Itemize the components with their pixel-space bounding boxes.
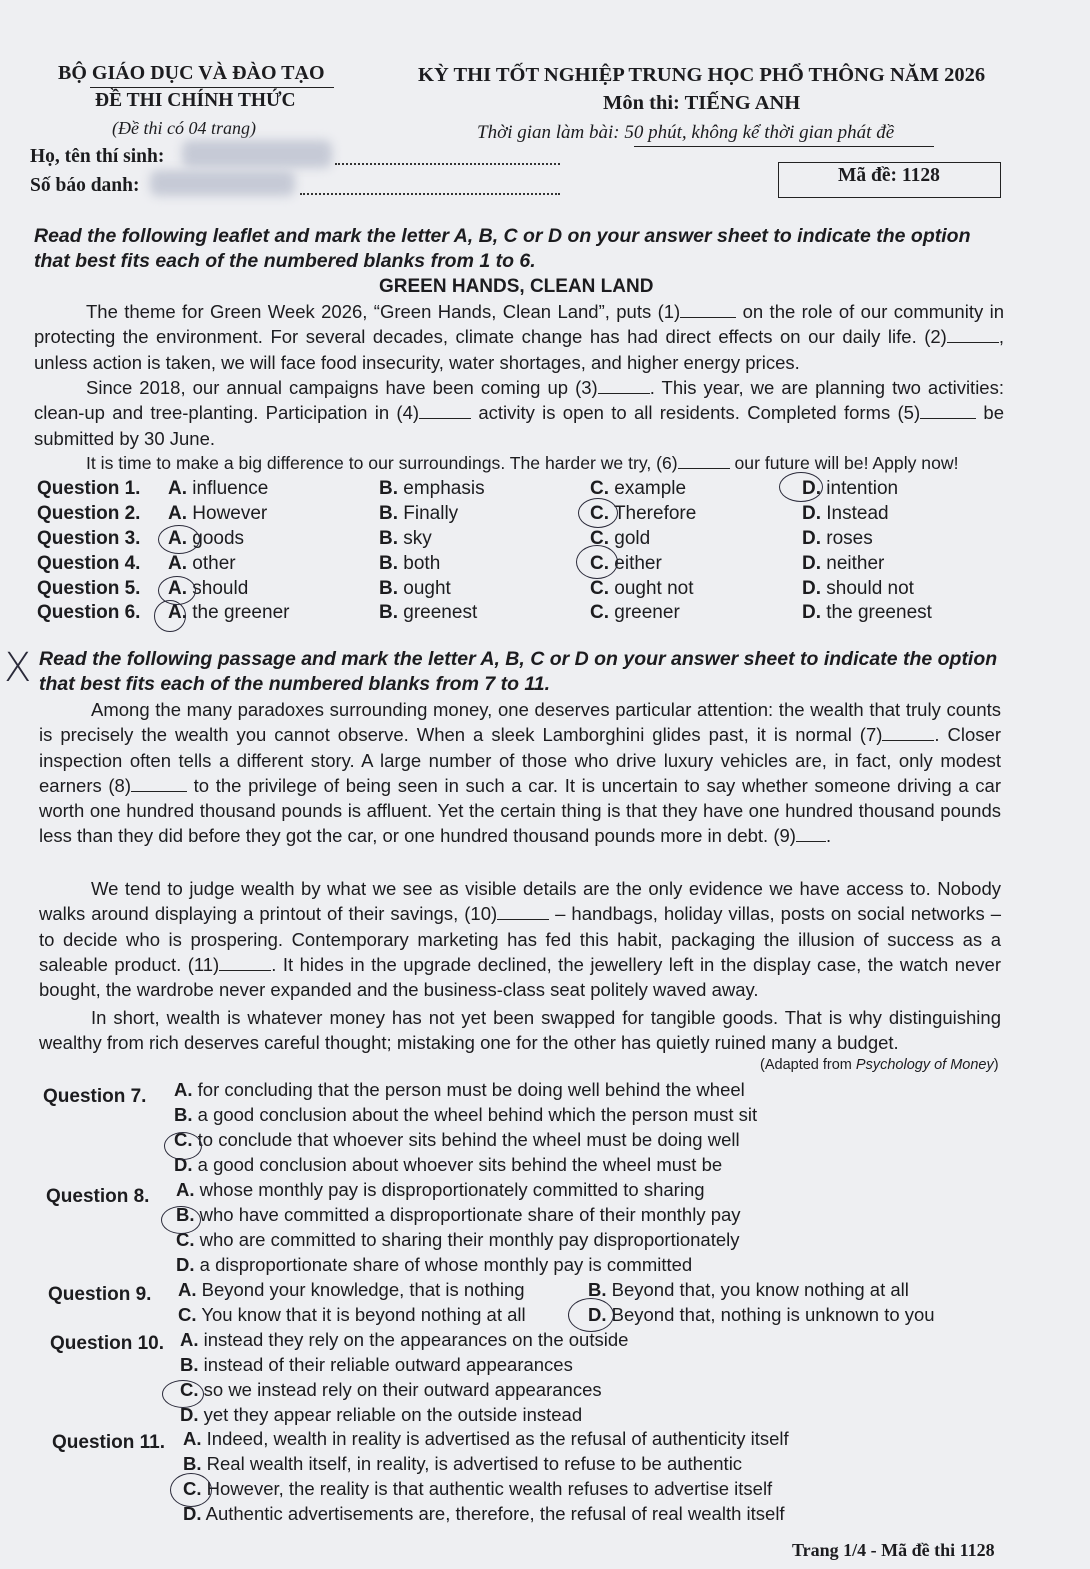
question-label: Question 2.	[37, 503, 141, 524]
section2-instruction: Read the following passage and mark the letter A, B, C or D on your answer sheet to indicate the option that best fits each of the numbered blanks from 7 to 11.	[39, 648, 998, 695]
answer-circle	[170, 1473, 212, 1507]
redacted-id	[150, 170, 295, 196]
option-a[interactable]: A. other	[168, 553, 236, 574]
option-d[interactable]: D. intention	[802, 478, 899, 499]
answer-circle	[568, 1298, 614, 1332]
question-row	[0, 553, 1090, 578]
answer-circle	[578, 498, 618, 528]
question-label: Question 4.	[37, 553, 141, 574]
option-c[interactable]: C. You know that it is beyond nothing at all	[178, 1304, 526, 1325]
text-segment: activity is open to all residents. Completed forms (5)	[471, 402, 921, 424]
question-label: Question 6.	[37, 602, 141, 623]
ministry-name: BỘ GIÁO DỤC VÀ ĐÀO TẠO	[58, 62, 325, 84]
exam-title: KỲ THI TỐT NGHIỆP TRUNG HỌC PHỔ THÔNG NĂM 2026	[418, 64, 986, 86]
text-segment: . This year, we are planning two activities: clean-up and tree-planting. Participation in (4)	[34, 377, 1004, 424]
text-segment: . Closer inspection often tells a different story. A large number of those who drive luxury vehicles are, in fact, only modest earners (8)	[39, 724, 1001, 796]
blank-11	[219, 956, 271, 971]
answer-circle	[162, 1380, 204, 1408]
option-c[interactable]: C. Therefore	[590, 503, 697, 524]
passage-source: (Adapted from Psychology of Money)	[760, 1057, 999, 1073]
option-d[interactable]: D. yet they appear reliable on the outside instead	[180, 1404, 583, 1425]
passage-paragraph-2	[39, 876, 1001, 1002]
option-d[interactable]: D. a disproportionate share of whose monthly pay is committed	[176, 1254, 693, 1275]
page-footer: Trang 1/4 - Mã đề thi 1128	[792, 1540, 995, 1560]
question-label: Question 9.	[48, 1284, 152, 1305]
answer-circle	[779, 472, 823, 502]
passage-paragraph-3: In short, wealth is whatever money has not yet been swapped for tangible goods. That is why distinguishing wealthy from rich deserves careful thought; mistaking one for the other has quietly ruined many a budget.	[39, 1007, 1001, 1054]
option-c[interactable]: C. greener	[590, 602, 680, 623]
time-underline	[634, 146, 934, 147]
option-a[interactable]: A. However	[168, 503, 268, 524]
option-d[interactable]: D. Instead	[802, 503, 889, 524]
option-b[interactable]: B. Beyond that, you know nothing at all	[588, 1279, 909, 1300]
text-segment: Among the many paradoxes surrounding money, one deserves particular attention: the wealth that truly counts is precisely the wealth you cannot observe. When a sleek Lamborghini glides past, it is normal (7)	[39, 699, 1001, 746]
blank-2	[947, 328, 999, 343]
blank-7	[882, 726, 934, 741]
leaflet-paragraph-1	[34, 299, 1004, 375]
text-segment: on the role of our community in protecting the environment. For several decades, climate change has had direct effects on our daily life. (2)	[34, 301, 1004, 348]
leaflet-paragraph-2	[34, 375, 1004, 451]
option-c[interactable]: C. example	[590, 478, 687, 499]
candidate-id-label: Số báo danh:	[30, 175, 140, 196]
option-a[interactable]: A. Beyond your knowledge, that is nothing	[178, 1279, 525, 1300]
text-segment: The theme for Green Week 2026, “Green Hands, Clean Land”, puts (1)	[86, 301, 681, 322]
question-label: Question 1.	[37, 478, 141, 499]
name-dotted-line	[335, 163, 560, 165]
option-b[interactable]: B. Finally	[379, 503, 459, 524]
option-d[interactable]: D. roses	[802, 528, 873, 549]
option-d[interactable]: D. Beyond that, nothing is unknown to you	[588, 1304, 935, 1325]
option-d[interactable]: D. a good conclusion about whoever sits behind the wheel must be	[174, 1154, 723, 1175]
text-segment: to the privilege of being seen in such a car. It is uncertain to say whether someone driving a car worth one hundred thousand pounds is affluent. Yet the certain thing is that they have one hundred thousand pounds less than they did before they got the car, or one hundred thousand pounds more in debt. (9)	[39, 774, 1001, 847]
option-c[interactable]: C. who are committed to sharing their monthly pay disproportionately	[176, 1229, 740, 1250]
answer-circle	[161, 1206, 201, 1234]
text-segment: We tend to judge wealth by what we see as visible details are the only evidence we have access to. Nobody walks around displaying a printout of their savings, (10)	[39, 878, 1001, 925]
option-c[interactable]: C. to conclude that whoever sits behind the wheel must be doing well	[174, 1129, 740, 1150]
ministry-underline	[90, 87, 334, 88]
option-b[interactable]: B. sky	[379, 528, 432, 549]
option-a[interactable]: A. Indeed, wealth in reality is advertised as the refusal of authenticity itself	[183, 1428, 789, 1449]
exam-code: Mã đề: 1128	[838, 165, 940, 186]
question-label: Question 3.	[37, 528, 141, 549]
pages-note: (Đề thi có 04 trang)	[112, 118, 256, 138]
redacted-name	[182, 140, 332, 168]
text-segment: be submitted by 30 June.	[34, 402, 1004, 449]
question-row	[0, 503, 1090, 528]
option-b[interactable]: B. emphasis	[379, 478, 485, 499]
text-segment: , unless action is taken, we will face food insecurity, water shortages, and higher energy prices.	[34, 326, 1004, 373]
passage-paragraph-1	[39, 697, 1001, 849]
leaflet-paragraph-3	[34, 451, 1004, 476]
official-label: ĐỀ THI CHÍNH THỨC	[95, 90, 296, 111]
answer-circle	[154, 600, 186, 632]
blank-10	[497, 905, 549, 920]
option-a[interactable]: A. influence	[168, 478, 269, 499]
option-d[interactable]: D. the greenest	[802, 602, 932, 623]
answer-circle	[158, 525, 200, 554]
margin-x-mark: X	[4, 645, 32, 691]
question-row	[0, 478, 1090, 503]
option-a[interactable]: A. the greener	[168, 602, 290, 623]
question-label: Question 11.	[52, 1432, 165, 1453]
option-b[interactable]: B. both	[379, 553, 441, 574]
text-segment: – handbags, holiday villas, posts on social networks – to decide who is prospering. Contemporary marketing has fed this habit, packaging the illusion of success as a saleable product. (11)	[39, 903, 1001, 975]
blank-4	[419, 404, 471, 419]
blank-1	[680, 303, 736, 318]
option-a[interactable]: A. should	[168, 578, 249, 599]
option-d[interactable]: D. should not	[802, 578, 914, 599]
option-b[interactable]: B. greenest	[379, 602, 478, 623]
option-a[interactable]: A. goods	[168, 528, 245, 549]
text-segment: It is time to make a big difference to our surroundings. The harder we try, (6)	[86, 453, 678, 473]
text-segment: Since 2018, our annual campaigns have been coming up (3)	[86, 377, 598, 398]
exam-time: Thời gian làm bài: 50 phút, không kể thời gian phát đề	[477, 122, 895, 143]
option-b[interactable]: B. Real wealth itself, in reality, is advertised to refuse to be authentic	[183, 1453, 743, 1474]
answer-circle	[164, 1132, 202, 1160]
id-dotted-line	[300, 193, 560, 195]
option-b[interactable]: B. ought	[379, 578, 451, 599]
option-b[interactable]: B. who have committed a disproportionate share of their monthly pay	[176, 1204, 741, 1225]
option-d[interactable]: D. Authentic advertisements are, therefore, the refusal of real wealth itself	[183, 1503, 785, 1524]
question-label: Question 10.	[50, 1333, 165, 1354]
option-c[interactable]: C. either	[590, 553, 662, 574]
candidate-name-label: Họ, tên thí sinh:	[30, 146, 165, 167]
blank-8	[131, 777, 187, 792]
question-label: Question 7.	[43, 1086, 147, 1107]
text-segment: .	[825, 825, 832, 847]
text-segment: our future will be! Apply now!	[729, 453, 959, 473]
blank-9	[796, 827, 826, 842]
option-c[interactable]: C. However, the reality is that authentic wealth refuses to advertise itself	[183, 1478, 773, 1499]
option-b[interactable]: B. instead of their reliable outward appearances	[180, 1354, 573, 1375]
option-a[interactable]: A. whose monthly pay is disproportionately committed to sharing	[176, 1179, 705, 1200]
text-segment: . It hides in the upgrade declined, the jewellery left in the display case, the watch never bought, the wardrobe never expanded and the business-class seat politely waved away.	[39, 953, 1001, 1001]
option-c[interactable]: C. ought not	[590, 578, 694, 599]
blank-3	[598, 379, 650, 394]
exam-subject: Môn thi: TIẾNG ANH	[603, 92, 801, 114]
option-d[interactable]: D. neither	[802, 553, 885, 574]
option-a[interactable]: A. for concluding that the person must be doing well behind the wheel	[174, 1079, 745, 1100]
blank-6	[678, 454, 730, 469]
option-c[interactable]: C. gold	[590, 528, 651, 549]
leaflet-title: GREEN HANDS, CLEAN LAND	[379, 276, 654, 297]
question-label: Question 8.	[46, 1186, 150, 1207]
blank-5	[920, 404, 976, 419]
option-b[interactable]: B. a good conclusion about the wheel behind which the person must sit	[174, 1104, 758, 1125]
section1-instruction: Read the following leaflet and mark the letter A, B, C or D on your answer sheet to indicate the option that best fits each of the numbered blanks from 1 to 6.	[34, 225, 971, 272]
question-label: Question 5.	[37, 578, 141, 599]
answer-circle	[576, 545, 618, 579]
option-c[interactable]: C. so we instead rely on their outward appearances	[180, 1379, 602, 1400]
option-a[interactable]: A. instead they rely on the appearances on the outside	[180, 1329, 629, 1350]
